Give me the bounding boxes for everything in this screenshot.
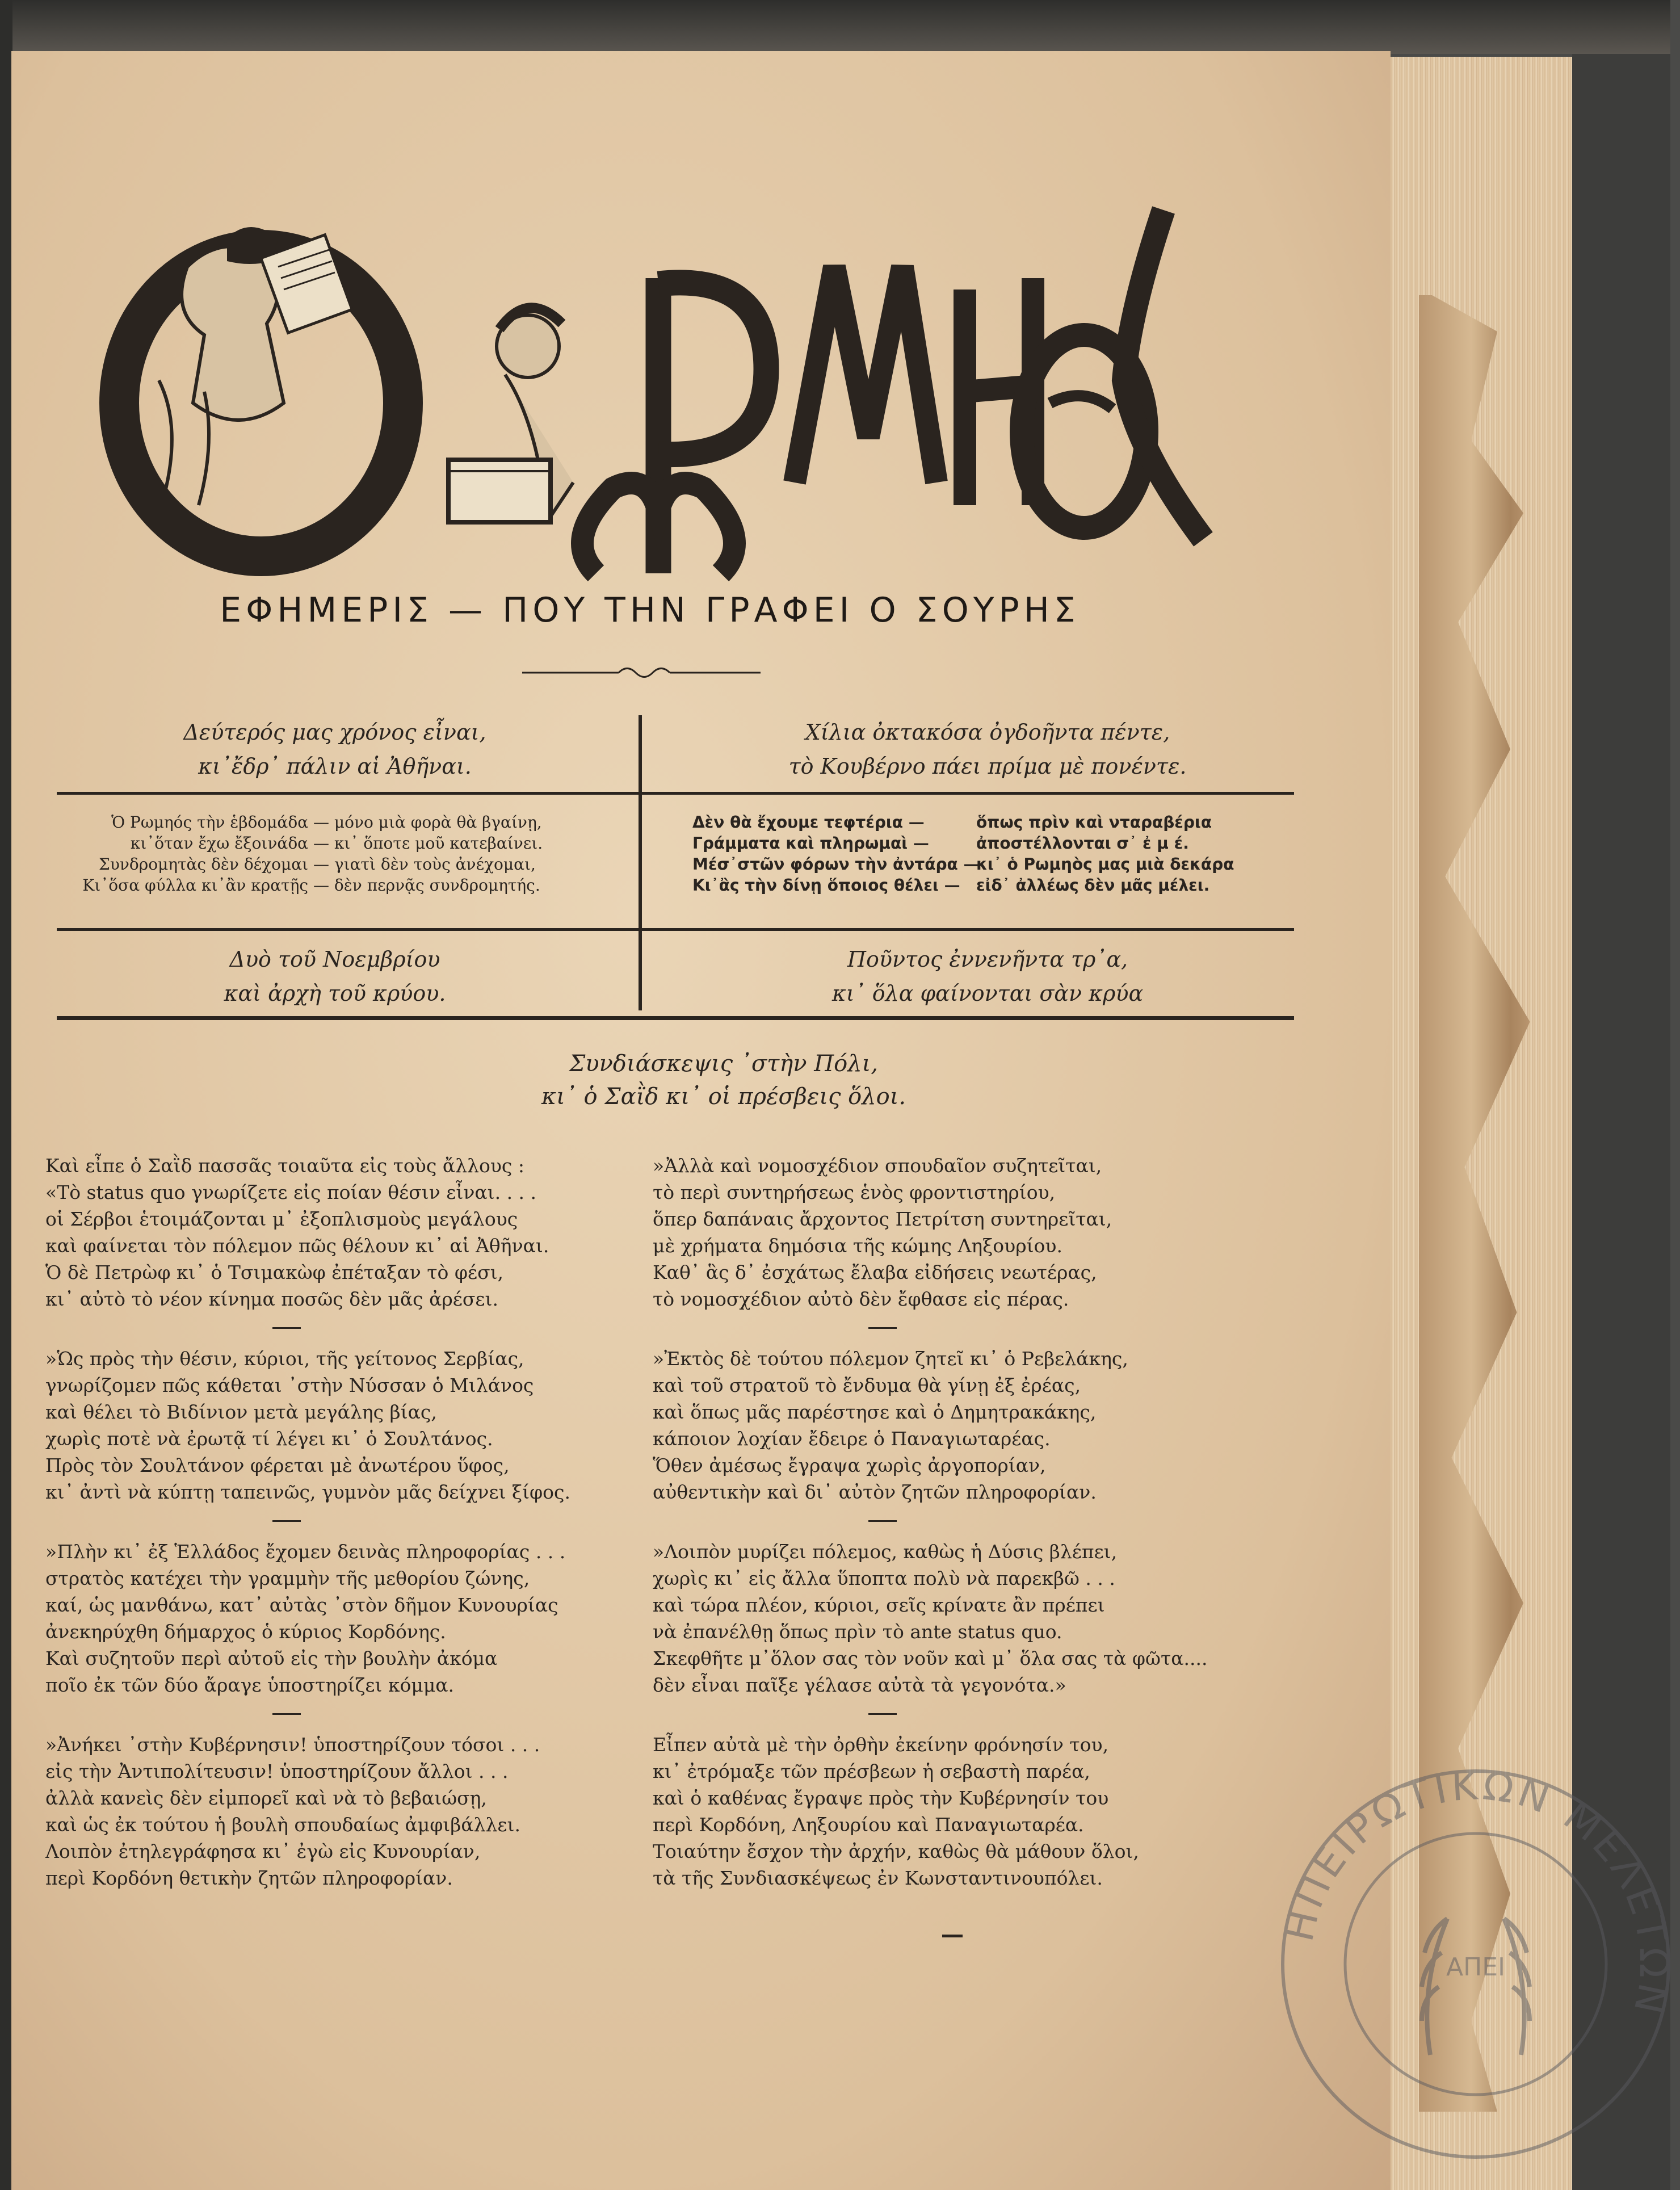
- verse-line: καὶ τοῦ στρατοῦ τὸ ἔνδυμα θὰ γίνῃ ἐξ ἐρέας,: [653, 1374, 1081, 1396]
- header-vertical-divider: [639, 715, 642, 1010]
- poem-heading-line: Συνδιάσκεψις ᾽στὴν Πόλι,: [569, 1051, 878, 1077]
- verse-line: καὶ ὅπως μᾶς παρέστησε καὶ ὁ Δημητρακάκης,: [653, 1401, 1097, 1423]
- verse-line: καὶ τώρα πλέον, κύριοι, σεῖς κρίνατε ἂν πρέπει: [653, 1594, 1105, 1616]
- header-rule-top: [57, 792, 1294, 795]
- stamp-outer-text: ΗΠΕΙΡΩΤΙΚΩΝ ΜΕΛΕΤΩΝ: [1275, 1762, 1678, 2021]
- verse-line: «Τὸ status quo γνωρίζετε εἰς ποίαν θέσιν εἶναι. . . .: [45, 1181, 537, 1203]
- verse-line: κάποιον λοχίαν ἔδειρε ὁ Παναγιωταρέας.: [653, 1428, 1051, 1450]
- verse-line: Πρὸς τὸν Σουλτάνον φέρεται μὲ ἀνωτέρου ὕφος,: [45, 1454, 510, 1476]
- verse-line: ὅπερ δαπάναις ἄρχοντος Πετρίτση συντηρεῖται,: [653, 1208, 1112, 1230]
- header-rule-middle: [57, 928, 1294, 931]
- subtitle: ΕΦΗΜΕΡΙΣ — ΠΟΥ ΤΗΝ ΓΡΑΦΕΙ Ο ΣΟΥΡΗΣ: [220, 590, 1080, 630]
- verse-line: Τοιαύτην ἔσχον τὴν ἀρχήν, καθὼς θὰ μάθουν ὅλοι,: [653, 1840, 1139, 1862]
- rules-right-row: [692, 854, 1234, 875]
- verse-line: ἀποστέλλονται σ᾽ ἐ μ έ.: [976, 834, 1189, 853]
- poem-heading-line: κι᾽ ὁ Σαῒδ κι᾽ οἱ πρέσβεις ὅλοι.: [541, 1084, 906, 1110]
- verse-line: δὲν εἶναι παῖξε γέλασε αὐτὰ τὰ γεγονότα.»: [653, 1674, 1066, 1696]
- verse-line: καὶ ὡς ἐκ τούτου ἡ βουλὴ σπουδαίως ἀμφιβάλλει.: [45, 1814, 520, 1836]
- stanza: [653, 1345, 1277, 1505]
- header-right-top-2: τὸ Κουβέρνο πάει πρίμα μὲ πονέντε.: [788, 754, 1187, 779]
- verse-line: Γράμματα καὶ πληρωμαὶ —: [692, 834, 929, 853]
- verse-line: Συνδρομητὰς δὲν δέχομαι —: [99, 855, 329, 874]
- header-left-bottom-2: καὶ ἀρχὴ τοῦ κρύου.: [224, 981, 446, 1006]
- verse-line: μὲ χρήματα δημόσια τῆς κώμης Ληξουρίου.: [653, 1235, 1062, 1257]
- rules-left-row: [74, 833, 543, 854]
- svg-text:ΗΠΕΙΡΩΤΙΚΩΝ ΜΕΛΕΤΩΝ: [1275, 1762, 1677, 2021]
- rules-right-row: [692, 875, 1234, 896]
- masthead-info-box: [57, 704, 1294, 1022]
- stanza: [45, 1731, 613, 1891]
- verse-line: Μέσ᾽στῶν φόρων τὴν ἀντάρα —: [692, 855, 980, 874]
- left-column: [45, 1152, 613, 1924]
- verse-line: τὸ περὶ συντηρήσεως ἑνὸς φροντιστηρίου,: [653, 1181, 1056, 1203]
- stanza-divider: [868, 1327, 897, 1329]
- book-top-edge: [0, 0, 1670, 54]
- rules-left-row: [74, 812, 543, 833]
- rules-right-row: [692, 833, 1234, 854]
- verse-line: »Ἀλλὰ καὶ νομοσχέδιον σπουδαῖον συζητεῖται,: [653, 1155, 1102, 1177]
- stanza-divider: [868, 1520, 897, 1522]
- verse-line: κι᾽ ὅποτε μοῦ κατεβαίνει.: [334, 834, 543, 853]
- verse-line: εἰδ᾽ ἀλλέως δὲν μᾶς μέλει.: [976, 876, 1210, 895]
- rules-right-row: [692, 812, 1234, 833]
- verse-line: Δὲν θὰ ἔχουμε τεφτέρια —: [692, 813, 925, 832]
- verse-line: Καὶ εἶπε ὁ Σαῒδ πασσᾶς τοιαῦτα εἰς τοὺς ἄλλους :: [45, 1155, 524, 1177]
- verse-line: κι᾽ὅταν ἔχω ἔξοινάδα —: [130, 834, 329, 853]
- book-left-edge: [0, 0, 12, 2190]
- verse-line: »Λοιπὸν μυρίζει πόλεμος, καθὼς ἡ Δύσις βλέπει,: [653, 1541, 1118, 1563]
- stanza-divider: [868, 1713, 897, 1715]
- verse-line: στρατὸς κατέχει τὴν γραμμὴν τῆς μεθορίου ζώνης,: [45, 1567, 530, 1589]
- library-stamp: [1271, 1760, 1680, 2168]
- verse-line: δὲν περνᾷς συνδρομητής.: [334, 876, 540, 895]
- verse-line: ποῖο ἐκ τῶν δύο ἄραγε ὑποστηρίζει κόμμα.: [45, 1674, 455, 1696]
- header-left-top-2: κι᾽ἔδρ᾽ πάλιν αἱ Ἀθῆναι.: [198, 754, 472, 779]
- verse-line: Σκεφθῆτε μ᾽ὅλον σας τὸν νοῦν καὶ μ᾽ ὅλα σας τὰ φῶτα....: [653, 1647, 1208, 1669]
- stanza: [45, 1345, 613, 1505]
- verse-line: Ὅθεν ἀμέσως ἔγραψα χωρὶς ἀργοπορίαν,: [653, 1454, 1046, 1476]
- masthead-illustration: [85, 165, 1220, 573]
- stanza: [653, 1731, 1277, 1891]
- stanza: [45, 1538, 613, 1698]
- verse-line: γνωρίζομεν πῶς κάθεται ᾽στὴν Νύσσαν ὁ Μιλάνος: [45, 1374, 534, 1396]
- rules-left-row: [74, 854, 543, 875]
- verse-line: ἀνεκηρύχθη δήμαρχος ὁ κύριος Κορδόνης.: [45, 1621, 446, 1643]
- verse-line: Κι᾽ὅσα φύλλα κι᾽ἂν κρατῇς —: [82, 876, 329, 895]
- header-right-bottom-1: Ποῦντος ἐννενῆντα τρ᾽α,: [847, 947, 1128, 972]
- verse-line: ὅπως πρὶν καὶ νταραβέρια: [976, 813, 1212, 832]
- header-left-bottom-1: Δυὸ τοῦ Νοεμβρίου: [229, 947, 440, 972]
- stanza-divider: [272, 1713, 301, 1715]
- verse-line: καὶ θέλει τὸ Βιδίνιον μετὰ μεγάλης βίας,: [45, 1401, 437, 1423]
- verse-line: περὶ Κορδόνη, Ληξουρίου καὶ Παναγιωταρέα.: [653, 1814, 1084, 1836]
- ornament-divider: [522, 661, 761, 684]
- verse-line: καί, ὡς μανθάνω, κατ᾽ αὐτὰς ᾽στὸν δῆμον Κυνουρίας: [45, 1594, 558, 1616]
- header-left-top-1: Δεύτερός μας χρόνος εἶναι,: [183, 720, 486, 745]
- stanza: [653, 1152, 1277, 1312]
- verse-line: εἰς τὴν Ἀντιπολίτευσιν! ὑποστηρίζουν ἄλλοι . . .: [45, 1760, 509, 1782]
- stanza: [45, 1152, 613, 1312]
- masthead: [85, 165, 1220, 573]
- verse-line: οἱ Σέρβοι ἑτοιμάζονται μ᾽ ἐξοπλισμοὺς μεγάλους: [45, 1208, 518, 1230]
- verse-line: καὶ ὁ καθένας ἔγραψε πρὸς τὴν Κυβέρνησίν του: [653, 1787, 1109, 1809]
- verse-line: »Πλὴν κι᾽ ἐξ Ἑλλάδος ἔχομεν δεινὰς πληροφορίας . . .: [45, 1541, 566, 1563]
- header-rule-bottom: [57, 1016, 1294, 1020]
- verse-line: κι᾽ ἐτρόμαξε τῶν πρέσβεων ἡ σεβαστὴ παρέα,: [653, 1760, 1090, 1782]
- verse-line: »Ἐκτὸς δὲ τούτου πόλεμον ζητεῖ κι᾽ ὁ Ρεβελάκης,: [653, 1348, 1128, 1370]
- rules-left-row: [74, 875, 543, 896]
- verse-line: κι᾽ ὁ Ρωμηὸς μας μιὰ δεκάρα: [976, 855, 1234, 874]
- verse-line: χωρὶς ποτὲ νὰ ἐρωτᾷ τί λέγει κι᾽ ὁ Σουλτάνος.: [45, 1428, 493, 1450]
- verse-line: τὰ τῆς Συνδιασκέψεως ἐν Κωνσταντινουπόλει.: [653, 1867, 1103, 1889]
- verse-line: Λοιπὸν ἐτηλεγράφησα κι᾽ ἐγὼ εἰς Κυνουρίαν,: [45, 1840, 481, 1862]
- verse-line: »Ἀνήκει ᾽στὴν Κυβέρνησιν! ὑποστηρίζουν τόσοι . . .: [45, 1734, 540, 1756]
- stanza-divider: [272, 1327, 301, 1329]
- verse-line: κι᾽ αὐτὸ τὸ νέον κίνημα ποσῶς δὲν μᾶς ἀρέσει.: [45, 1288, 498, 1310]
- verse-line: Κι᾽ἂς τὴν δίνῃ ὅποιος θέλει —: [692, 876, 960, 895]
- poem-heading: [454, 1047, 993, 1113]
- verse-line: »Ὡς πρὸς τὴν θέσιν, κύριοι, τῆς γείτονος Σερβίας,: [45, 1348, 524, 1370]
- verse-line: χωρὶς κι᾽ εἰς ἄλλα ὕποπτα πολὺ νὰ παρεκβῶ . . .: [653, 1567, 1115, 1589]
- stamp-inner-text: ΑΠΕΙ: [1446, 1953, 1505, 1982]
- stanza: [653, 1538, 1277, 1698]
- verse-line: περὶ Κορδόνη θετικὴν ζητῶν πληροφορίαν.: [45, 1867, 453, 1889]
- header-right-top-1: Χίλια ὀκτακόσα ὀγδοῆντα πέντε,: [805, 720, 1170, 745]
- verse-line: Καὶ συζητοῦν περὶ αὐτοῦ εἰς τὴν βουλὴν ἀκόμα: [45, 1647, 498, 1669]
- header-right-bottom-2: κι᾽ ὅλα φαίνονται σὰν κρύα: [831, 981, 1144, 1006]
- end-mark: [942, 1935, 963, 1937]
- verse-line: Καθ᾽ ἃς δ᾽ ἐσχάτως ἔλαβα εἰδήσεις νεωτέρας,: [653, 1261, 1097, 1283]
- verse-line: αὐθεντικὴν καὶ δι᾽ αὐτὸν ζητῶν πληροφορίαν.: [653, 1481, 1097, 1503]
- verse-line: τὸ νομοσχέδιον αὐτὸ δὲν ἔφθασε εἰς πέρας.: [653, 1288, 1069, 1310]
- stanza-divider: [272, 1520, 301, 1522]
- verse-line: Ὁ δὲ Πετρὼφ κι᾽ ὁ Τσιμακὼφ ἐπέταξαν τὸ φέσι,: [45, 1261, 504, 1283]
- verse-line: ἀλλὰ κανεὶς δὲν εἰμπορεῖ καὶ νὰ τὸ βεβαιώσῃ,: [45, 1787, 487, 1809]
- right-column: [653, 1152, 1277, 1924]
- verse-line: γιατὶ δὲν τοὺς ἀνέχομαι,: [334, 855, 536, 874]
- verse-line: καὶ φαίνεται τὸν πόλεμον πῶς θέλουν κι᾽ αἱ Ἀθῆναι.: [45, 1235, 549, 1257]
- verse-line: Εἶπεν αὐτὰ μὲ τὴν ὀρθὴν ἐκείνην φρόνησίν του,: [653, 1734, 1109, 1756]
- verse-line: κι᾽ ἀντὶ νὰ κύπτῃ ταπεινῶς, γυμνὸν μᾶς δείχνει ξίφος.: [45, 1481, 570, 1503]
- verse-line: μόνο μιὰ φορὰ θὰ βγαίνῃ,: [334, 813, 542, 832]
- verse-line: Ὁ Ρωμηός τὴν ἑβδομάδα —: [111, 813, 329, 832]
- verse-line: νὰ ἐπανέλθῃ ὅπως πρὶν τὸ ante status quo.: [653, 1621, 1062, 1643]
